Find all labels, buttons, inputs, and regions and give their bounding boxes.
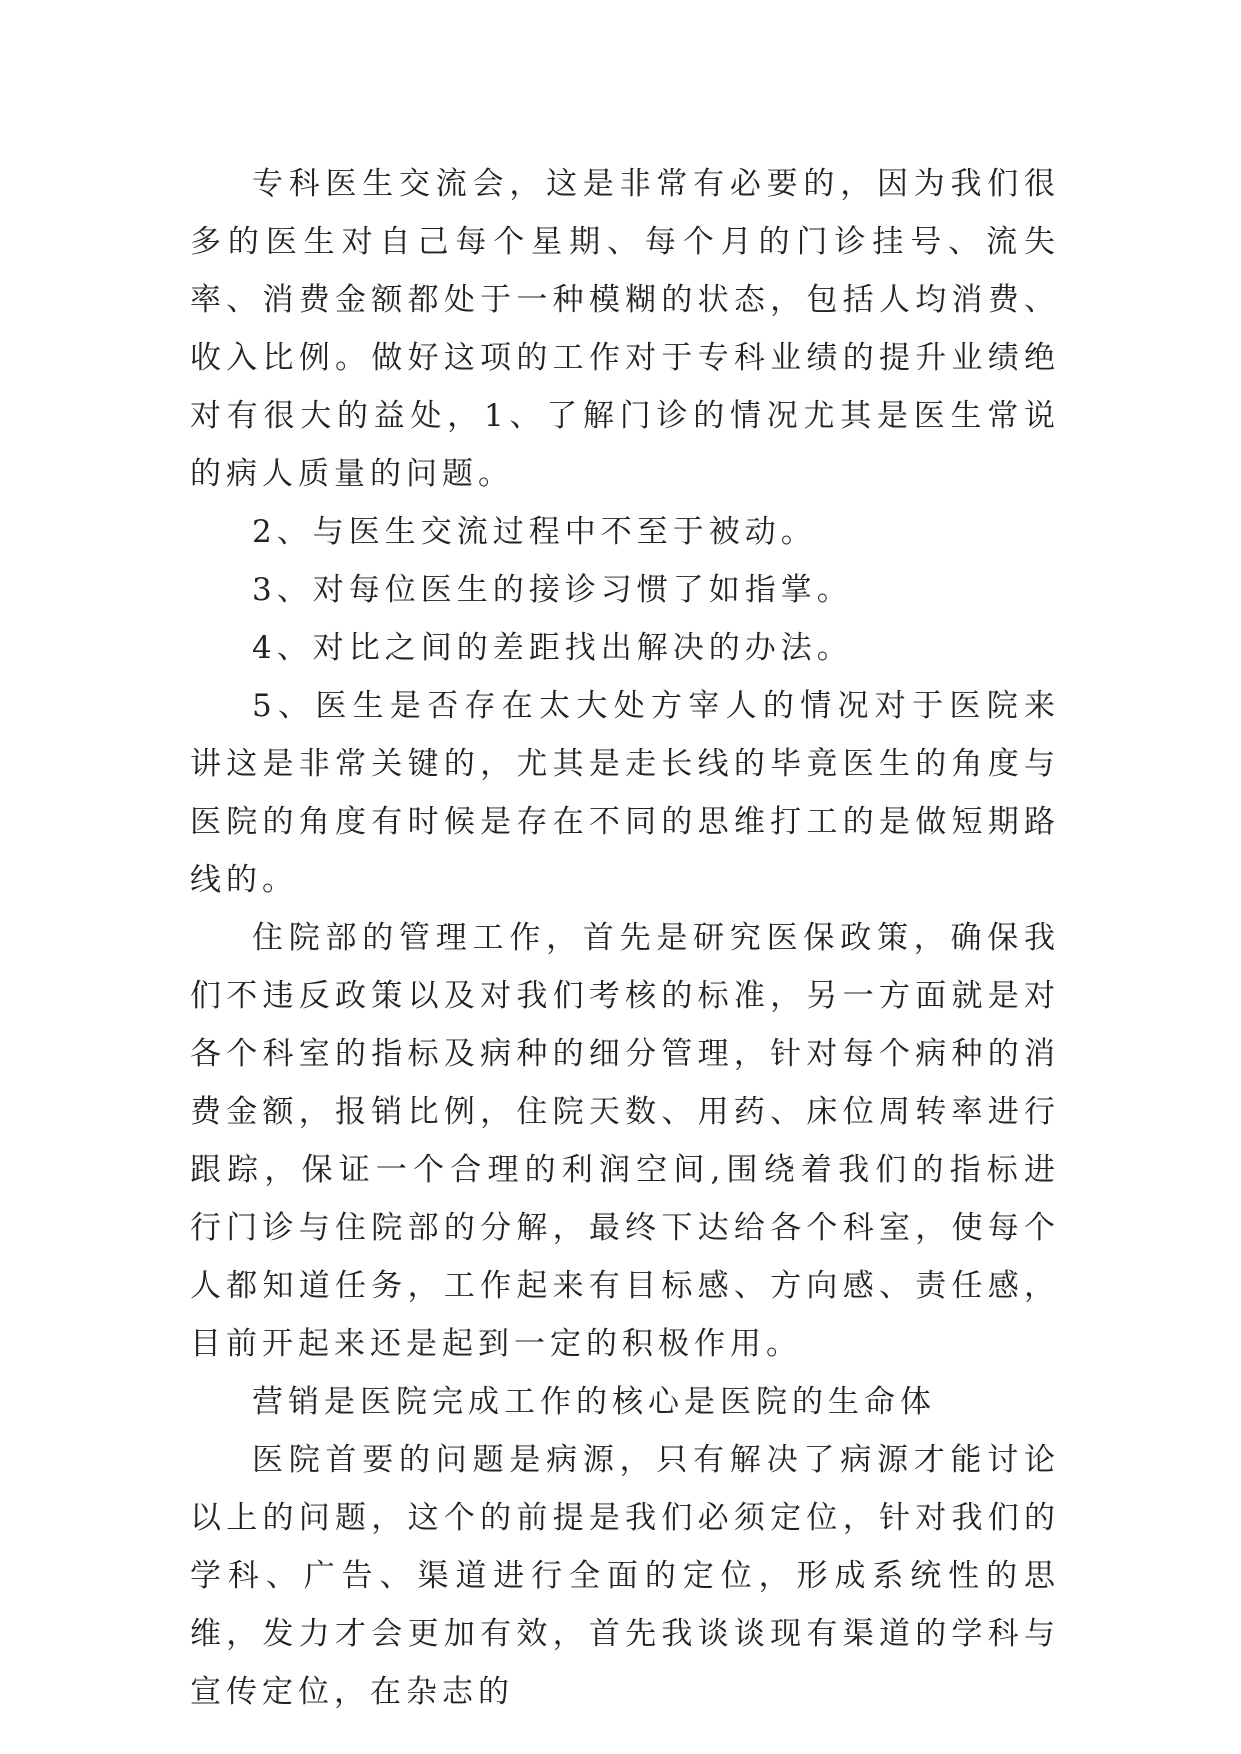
paragraph-point-4: 4、对比之间的差距找出解决的办法。 <box>252 630 853 666</box>
document-body <box>190 155 1060 1721</box>
paragraph-point-5: 5、医生是否存在太大处方宰人的情况对于医院来讲这是非常关键的，尤其是走长线的毕竟医生的角度与医院的角度有时候是存在不同的思维打工的是做短期路线的。 <box>190 688 1060 898</box>
paragraph-marketing-heading: 营销是医院完成工作的核心是医院的生命体 <box>252 1384 936 1420</box>
paragraph-specialist-meeting: 专科医生交流会，这是非常有必要的，因为我们很多的医生对自己每个星期、每个月的门诊挂号、流失率、消费金额都处于一种模糊的状态，包括人均消费、收入比例。做好这项的工作对于专科业绩的提升业绩绝对有很大的益处，1、了解门诊的情况尤其是医生常说的病人质量的问题。 <box>190 166 1060 492</box>
paragraph-point-2: 2、与医生交流过程中不至于被动。 <box>252 514 817 550</box>
paragraph-patient-source: 医院首要的问题是病源，只有解决了病源才能讨论以上的问题，这个的前提是我们必须定位，针对我们的学科、广告、渠道进行全面的定位，形成系统性的思维，发力才会更加有效，首先我谈谈现有渠道的学科与宣传定位，在杂志的 <box>190 1442 1060 1710</box>
paragraph-inpatient-management: 住院部的管理工作，首先是研究医保政策，确保我们不违反政策以及对我们考核的标准，另一方面就是对各个科室的指标及病种的细分管理，针对每个病种的消费金额，报销比例，住院天数、用药、床位周转率进行跟踪，保证一个合理的利润空间,围绕着我们的指标进行门诊与住院部的分解，最终下达给各个科室，使每个人都知道任务，工作起来有目标感、方向感、责任感，目前开起来还是起到一定的积极作用。 <box>190 920 1060 1362</box>
paragraph-point-3: 3、对每位医生的接诊习惯了如指掌。 <box>252 572 853 608</box>
